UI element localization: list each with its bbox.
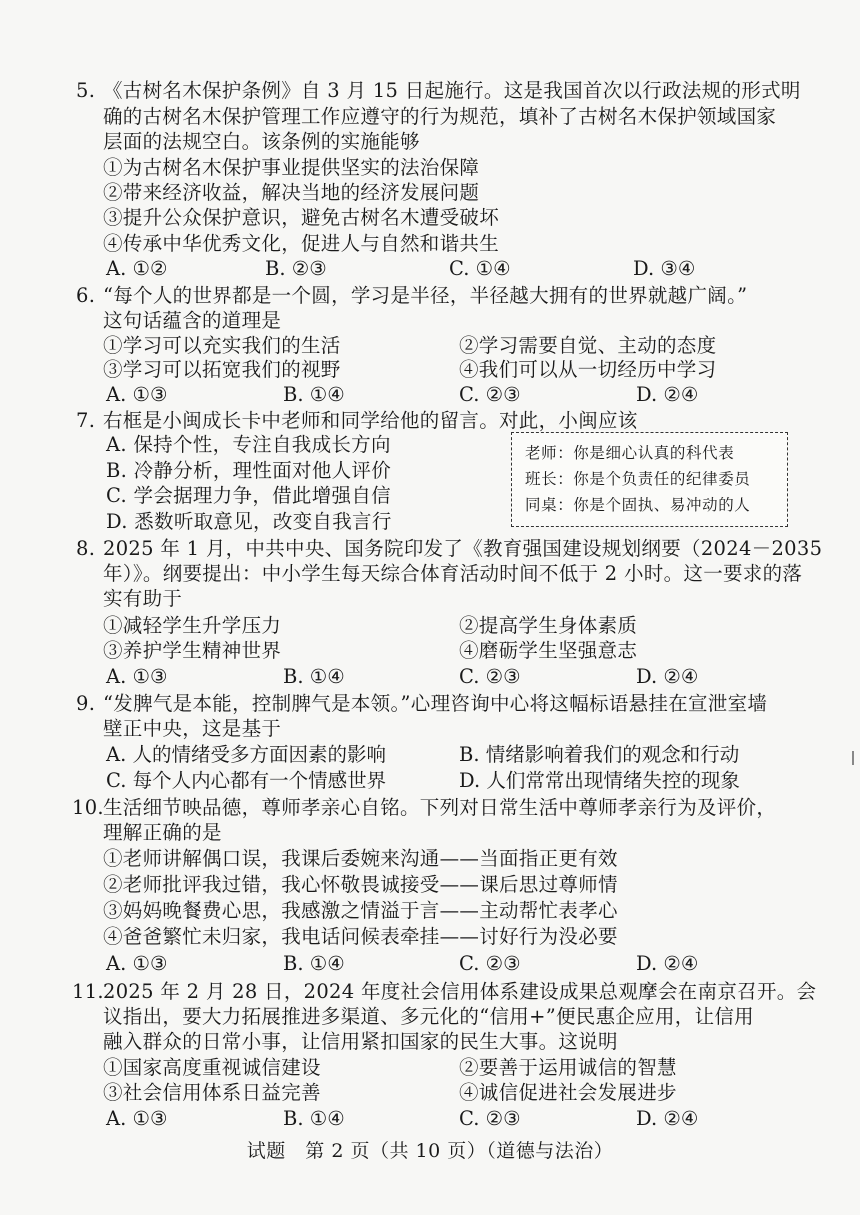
option-b: B. 冷静分析，理性面对他人评价 <box>106 459 392 482</box>
question-stem-line: 年）》。纲要提出：中小学生每天综合体育活动时间不低于 2 小时。这一要求的落 <box>103 562 803 585</box>
statement: ④爸爸繁忙未归家，我电话问候表牵挂——讨好行为没必要 <box>103 925 618 948</box>
question-stem-line: 融入群众的日常小事，让信用紧扣国家的民生大事。这说明 <box>103 1030 618 1053</box>
statement: ②学习需要自觉、主动的态度 <box>459 334 717 357</box>
option-c: C. ②③ <box>459 1107 521 1130</box>
statement: ④诚信促进社会发展进步 <box>459 1081 677 1104</box>
option-d: D. 人们常常出现情绪失控的现象 <box>459 769 740 792</box>
statement: ③提升公众保护意识，避免古树名木遭受破坏 <box>103 206 500 229</box>
monitor-message: 班长：你是个负责任的纪律委员 <box>525 470 751 488</box>
question-stem-line: “每个人的世界都是一个圆，学习是半径，半径越大拥有的世界就越广阔。” <box>103 284 748 307</box>
option-a: A. ①③ <box>106 1107 168 1130</box>
statement: ②带来经济收益，解决当地的经济发展问题 <box>103 181 480 204</box>
option-c: C. 学会据理力争，借此增强自信 <box>106 484 391 507</box>
question-stem-line: 2025 年 1 月，中共中央、国务院印发了《教育强国建设规划纲要（2024－2035 <box>103 537 823 560</box>
question-stem-line: 右框是小闽成长卡中老师和同学给他的留言。对此，小闽应该 <box>103 409 638 432</box>
statement: ①为古树名木保护事业提供坚实的法治保障 <box>103 156 480 179</box>
option-b: B. 情绪影响着我们的观念和行动 <box>459 743 740 766</box>
statement: ③妈妈晚餐费心思，我感激之情溢于言——主动帮忙表孝心 <box>103 899 618 922</box>
statement: ④传承中华优秀文化，促进人与自然和谐共生 <box>103 232 500 255</box>
option-c: C. ②③ <box>459 665 521 688</box>
option-d: D. 悉数听取意见，改变自我言行 <box>106 510 392 533</box>
option-c: C. ②③ <box>459 383 521 406</box>
option-a: A. ①③ <box>106 665 168 688</box>
question-stem-line: 议指出，要大力拓展推进多渠道、多元化的“信用+”便民惠企应用，让信用 <box>103 1005 754 1028</box>
margin-mark <box>852 751 854 765</box>
question-number: 11. <box>72 980 104 1003</box>
page-footer: 试题 第 2 页（共 10 页）（道德与法治） <box>246 1140 614 1162</box>
statement: ①减轻学生升学压力 <box>103 614 282 637</box>
question-stem-line: 2025 年 2 月 28 日，2024 年度社会信用体系建设成果总观摩会在南京召开。会 <box>103 980 817 1003</box>
question-stem-line: 生活细节映品德，尊师孝亲心自铭。下列对日常生活中尊师孝亲行为及评价， <box>103 796 777 819</box>
statement: ①老师讲解偶口误，我课后委婉来沟通——当面指正更有效 <box>103 847 618 870</box>
question-stem-line: 理解正确的是 <box>103 821 222 844</box>
option-a: A. ①③ <box>106 952 168 975</box>
statement: ④我们可以从一切经历中学习 <box>459 358 717 381</box>
option-b: B. ①④ <box>283 952 345 975</box>
option-b: B. ①④ <box>283 665 345 688</box>
deskmate-message: 同桌：你是个固执、易冲动的人 <box>525 496 751 514</box>
question-number: 5. <box>76 79 96 102</box>
option-c: C. ②③ <box>459 952 521 975</box>
teacher-message: 老师：你是细心认真的科代表 <box>525 444 735 462</box>
question-number: 9. <box>76 692 96 715</box>
option-a: A. ①③ <box>106 383 168 406</box>
question-stem-line: “发脾气是本能，控制脾气是本领。”心理咨询中心将这幅标语悬挂在宣泄室墙 <box>103 692 768 715</box>
statement: ②老师批评我过错，我心怀敬畏诚接受——课后思过尊师情 <box>103 873 618 896</box>
statement: ②要善于运用诚信的智慧 <box>459 1056 677 1079</box>
question-stem-line: 层面的法规空白。该条例的实施能够 <box>103 130 420 153</box>
option-c: C. 每个人内心都有一个情感世界 <box>106 769 387 792</box>
statement: ①国家高度重视诚信建设 <box>103 1056 321 1079</box>
question-stem-line: 《古树名木保护条例》自 3 月 15 日起施行。这是我国首次以行政法规的形式明 <box>103 79 801 102</box>
option-d: D. ②④ <box>636 383 699 406</box>
statement: ③养护学生精神世界 <box>103 639 282 662</box>
statement: ④磨砺学生坚强意志 <box>459 639 638 662</box>
statement: ①学习可以充实我们的生活 <box>103 334 341 357</box>
option-d: D. ②④ <box>636 952 699 975</box>
option-b: B. ②③ <box>265 257 327 280</box>
option-d: D. ③④ <box>633 257 696 280</box>
option-a: A. ①② <box>106 257 168 280</box>
question-number: 10. <box>72 796 104 819</box>
question-number: 7. <box>76 409 96 432</box>
question-number: 6. <box>76 284 96 307</box>
question-stem-line: 壁正中央，这是基于 <box>103 717 282 740</box>
statement: ③社会信用体系日益完善 <box>103 1081 321 1104</box>
option-b: B. ①④ <box>283 383 345 406</box>
question-number: 8. <box>76 537 96 560</box>
option-d: D. ②④ <box>636 1107 699 1130</box>
statement: ②提高学生身体素质 <box>459 614 638 637</box>
option-a: A. 人的情绪受多方面因素的影响 <box>106 743 386 766</box>
message-card <box>511 432 788 527</box>
option-d: D. ②④ <box>636 665 699 688</box>
question-stem-line: 确的古树名木保护管理工作应遵守的行为规范，填补了古树名木保护领域国家 <box>103 105 777 128</box>
option-a: A. 保持个性，专注自我成长方向 <box>106 433 391 456</box>
option-b: B. ①④ <box>283 1107 345 1130</box>
question-stem-line: 实有助于 <box>103 587 183 610</box>
question-stem-line: 这句话蕴含的道理是 <box>103 309 282 332</box>
option-c: C. ①④ <box>449 257 511 280</box>
statement: ③学习可以拓宽我们的视野 <box>103 358 341 381</box>
